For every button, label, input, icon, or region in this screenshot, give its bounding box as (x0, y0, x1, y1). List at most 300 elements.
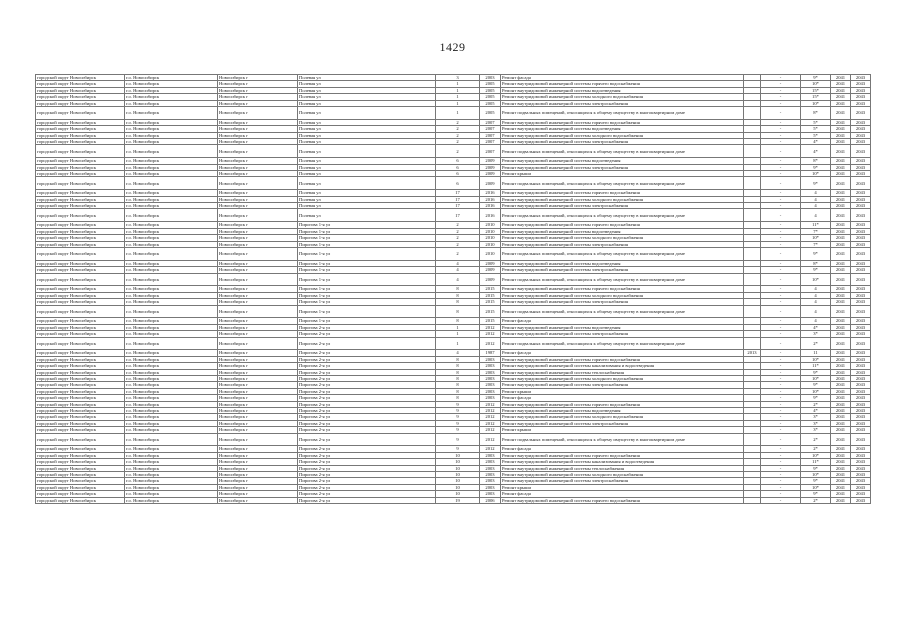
municipality-cell: г.о. Новосибирск (125, 408, 218, 414)
municipality-cell: г.о. Новосибирск (125, 177, 218, 190)
period-end-cell: 2043 (851, 420, 871, 426)
work-type-cell: Ремонт внутридомовой инженерной системы электроснабжения (501, 478, 744, 484)
period-end-cell: 2043 (851, 408, 871, 414)
work-type-cell: Ремонт внутридомовой инженерной системы водоотведения (501, 260, 744, 266)
house-number-cell: 10 (436, 472, 480, 478)
district-cell: городской округ Новосибирск (36, 267, 125, 273)
build-year-cell: 2009 (480, 164, 501, 170)
municipality-cell: г.о. Новосибирск (125, 203, 218, 209)
table-row (36, 337, 871, 350)
house-number-cell: 6 (436, 177, 480, 190)
municipality-cell: г.о. Новосибирск (125, 395, 218, 401)
mark-cell: - (761, 465, 801, 471)
house-number-cell: 4 (436, 350, 480, 356)
municipality-cell: г.о. Новосибирск (125, 420, 218, 426)
work-type-cell: Ремонт внутридомовой инженерной системы канализования и водоотведения (501, 363, 744, 369)
cost-cell: 10* (801, 484, 831, 490)
district-cell: городской округ Новосибирск (36, 497, 125, 503)
street-cell: Полевая ул (298, 171, 436, 177)
work-type-cell: Ремонт крыши (501, 427, 744, 433)
district-cell: городской округ Новосибирск (36, 75, 125, 81)
settlement-cell: Новосибирск г (218, 260, 298, 266)
build-year-cell: 2003 (480, 395, 501, 401)
build-year-cell: 2016 (480, 209, 501, 222)
mark-cell: - (761, 241, 801, 247)
district-cell: городской округ Новосибирск (36, 145, 125, 158)
district-cell: городской округ Новосибирск (36, 158, 125, 164)
work-type-cell: Ремонт крыши (501, 171, 744, 177)
mark-cell: - (761, 318, 801, 324)
house-number-cell: 9 (436, 414, 480, 420)
build-year-cell: 2005 (480, 107, 501, 120)
district-cell: городской округ Новосибирск (36, 203, 125, 209)
municipality-cell: г.о. Новосибирск (125, 292, 218, 298)
period-end-cell: 2043 (851, 382, 871, 388)
work-type-cell: Ремонт внутридомовой инженерной системы горячего водоснабжения (501, 452, 744, 458)
last-repair-year-cell (744, 433, 761, 446)
street-cell: Пирогова 2-я ул (298, 331, 436, 337)
work-type-cell: Ремонт внутридомовой инженерной системы горячего водоснабжения (501, 190, 744, 196)
work-type-cell: Ремонт внутридомовой инженерной системы теплоснабжения (501, 465, 744, 471)
cost-cell: 9* (801, 478, 831, 484)
period-end-cell: 2043 (851, 375, 871, 381)
period-start-cell: 2041 (831, 94, 851, 100)
period-start-cell: 2041 (831, 177, 851, 190)
build-year-cell: 2003 (480, 465, 501, 471)
house-number-cell: 8 (436, 292, 480, 298)
settlement-cell: Новосибирск г (218, 350, 298, 356)
municipality-cell: г.о. Новосибирск (125, 132, 218, 138)
period-start-cell: 2041 (831, 388, 851, 394)
settlement-cell: Новосибирск г (218, 126, 298, 132)
mark-cell: - (761, 126, 801, 132)
street-cell: Пирогова 1-я ул (298, 260, 436, 266)
street-cell: Полевая ул (298, 119, 436, 125)
mark-cell: - (761, 139, 801, 145)
work-type-cell: Ремонт крыши (501, 484, 744, 490)
build-year-cell: 2003 (480, 375, 501, 381)
settlement-cell: Новосибирск г (218, 164, 298, 170)
period-start-cell: 2041 (831, 299, 851, 305)
street-cell: Пирогова 2-я ул (298, 369, 436, 375)
period-start-cell: 2041 (831, 446, 851, 452)
settlement-cell: Новосибирск г (218, 145, 298, 158)
cost-cell: 10* (801, 388, 831, 394)
settlement-cell: Новосибирск г (218, 228, 298, 234)
period-end-cell: 2043 (851, 190, 871, 196)
municipality-cell: г.о. Новосибирск (125, 465, 218, 471)
settlement-cell: Новосибирск г (218, 459, 298, 465)
cost-cell: 2* (801, 401, 831, 407)
street-cell: Пирогова 2-я ул (298, 388, 436, 394)
municipality-cell: г.о. Новосибирск (125, 196, 218, 202)
build-year-cell: 2010 (480, 247, 501, 260)
street-cell: Пирогова 2-я ул (298, 324, 436, 330)
build-year-cell: 2010 (480, 222, 501, 228)
work-type-cell: Ремонт фасада (501, 446, 744, 452)
cost-cell: 3* (801, 414, 831, 420)
street-cell: Полевая ул (298, 203, 436, 209)
cost-cell: 10* (801, 171, 831, 177)
house-number-cell: 2 (436, 222, 480, 228)
mark-cell: - (761, 119, 801, 125)
street-cell: Пирогова 2-я ул (298, 472, 436, 478)
settlement-cell: Новосибирск г (218, 305, 298, 318)
mark-cell: - (761, 164, 801, 170)
mark-cell: - (761, 337, 801, 350)
period-start-cell: 2041 (831, 107, 851, 120)
settlement-cell: Новосибирск г (218, 107, 298, 120)
period-end-cell: 2043 (851, 369, 871, 375)
street-cell: Пирогова 2-я ул (298, 408, 436, 414)
settlement-cell: Новосибирск г (218, 292, 298, 298)
period-end-cell: 2043 (851, 305, 871, 318)
period-start-cell: 2041 (831, 203, 851, 209)
mark-cell: - (761, 158, 801, 164)
settlement-cell: Новосибирск г (218, 491, 298, 497)
mark-cell: - (761, 484, 801, 490)
house-number-cell: 2 (436, 119, 480, 125)
municipality-cell: г.о. Новосибирск (125, 222, 218, 228)
period-end-cell: 2043 (851, 273, 871, 286)
cost-cell: 4 (801, 209, 831, 222)
mark-cell: - (761, 331, 801, 337)
house-number-cell: 1 (436, 324, 480, 330)
work-type-cell: Ремонт крыши (501, 388, 744, 394)
district-cell: городской округ Новосибирск (36, 100, 125, 106)
period-start-cell: 2041 (831, 465, 851, 471)
mark-cell: - (761, 420, 801, 426)
house-number-cell: 2 (436, 228, 480, 234)
district-cell: городской округ Новосибирск (36, 382, 125, 388)
settlement-cell: Новосибирск г (218, 375, 298, 381)
district-cell: городской округ Новосибирск (36, 408, 125, 414)
district-cell: городской округ Новосибирск (36, 484, 125, 490)
street-cell: Пирогова 1-я ул (298, 305, 436, 318)
table-row (36, 433, 871, 446)
cost-cell: 5* (801, 119, 831, 125)
cost-cell: 5* (801, 126, 831, 132)
house-number-cell: 17 (436, 203, 480, 209)
street-cell: Пирогова 2-я ул (298, 491, 436, 497)
period-end-cell: 2043 (851, 228, 871, 234)
cost-cell: 4* (801, 145, 831, 158)
build-year-cell: 2012 (480, 401, 501, 407)
district-cell: городской округ Новосибирск (36, 247, 125, 260)
page-number: 1429 (439, 40, 466, 54)
house-number-cell: 10 (436, 465, 480, 471)
street-cell: Пирогова 2-я ул (298, 478, 436, 484)
period-end-cell: 2043 (851, 388, 871, 394)
work-type-cell: Ремонт внутридомовой инженерной системы холодного водоснабжения (501, 414, 744, 420)
period-end-cell: 2043 (851, 299, 871, 305)
mark-cell: - (761, 491, 801, 497)
mark-cell: - (761, 472, 801, 478)
settlement-cell: Новосибирск г (218, 241, 298, 247)
work-type-cell: Ремонт внутридомовой инженерной системы горячего водоснабжения (501, 222, 744, 228)
municipality-cell: г.о. Новосибирск (125, 273, 218, 286)
settlement-cell: Новосибирск г (218, 337, 298, 350)
period-start-cell: 2041 (831, 126, 851, 132)
table-row (36, 177, 871, 190)
cost-cell: 4 (801, 190, 831, 196)
mark-cell: - (761, 363, 801, 369)
period-end-cell: 2043 (851, 87, 871, 93)
settlement-cell: Новосибирск г (218, 235, 298, 241)
district-cell: городской округ Новосибирск (36, 139, 125, 145)
settlement-cell: Новосибирск г (218, 267, 298, 273)
period-start-cell: 2041 (831, 100, 851, 106)
settlement-cell: Новосибирск г (218, 369, 298, 375)
street-cell: Пирогова 2-я ул (298, 465, 436, 471)
cost-cell: 2* (801, 433, 831, 446)
street-cell: Пирогова 1-я ул (298, 247, 436, 260)
work-type-cell: Ремонт внутридомовой инженерной системы горячего водоснабжения (501, 119, 744, 125)
house-number-cell: 2 (436, 235, 480, 241)
house-number-cell: 8 (436, 356, 480, 362)
mark-cell: - (761, 267, 801, 273)
period-end-cell: 2043 (851, 318, 871, 324)
period-end-cell: 2043 (851, 196, 871, 202)
cost-cell: 15* (801, 94, 831, 100)
period-start-cell: 2041 (831, 356, 851, 362)
district-cell: городской округ Новосибирск (36, 331, 125, 337)
work-type-cell: Ремонт фасада (501, 395, 744, 401)
period-end-cell: 2043 (851, 75, 871, 81)
build-year-cell: 2012 (480, 427, 501, 433)
build-year-cell: 2007 (480, 132, 501, 138)
work-type-cell: Ремонт внутридомовой инженерной системы теплоснабжения (501, 369, 744, 375)
municipality-cell: г.о. Новосибирск (125, 318, 218, 324)
house-number-cell: 1 (436, 100, 480, 106)
build-year-cell: 2012 (480, 446, 501, 452)
build-year-cell: 2005 (480, 87, 501, 93)
build-year-cell: 2003 (480, 369, 501, 375)
period-end-cell: 2043 (851, 177, 871, 190)
table-row (36, 497, 871, 503)
build-year-cell: 2012 (480, 408, 501, 414)
work-type-cell: Ремонт внутридомовой инженерной системы холодного водоснабжения (501, 375, 744, 381)
district-cell: городской округ Новосибирск (36, 87, 125, 93)
house-number-cell: 17 (436, 209, 480, 222)
municipality-cell: г.о. Новосибирск (125, 107, 218, 120)
period-start-cell: 2041 (831, 132, 851, 138)
build-year-cell: 2003 (480, 491, 501, 497)
house-number-cell: 1 (436, 94, 480, 100)
settlement-cell: Новосибирск г (218, 433, 298, 446)
house-number-cell: 9 (436, 433, 480, 446)
municipality-cell: г.о. Новосибирск (125, 286, 218, 292)
period-end-cell: 2043 (851, 81, 871, 87)
street-cell: Полевая ул (298, 126, 436, 132)
cost-cell: 4 (801, 196, 831, 202)
mark-cell: - (761, 478, 801, 484)
mark-cell: - (761, 459, 801, 465)
cost-cell: 9* (801, 382, 831, 388)
house-number-cell: 1 (436, 81, 480, 87)
municipality-cell: г.о. Новосибирск (125, 171, 218, 177)
settlement-cell: Новосибирск г (218, 75, 298, 81)
work-type-cell: Ремонт фасада (501, 318, 744, 324)
cost-cell: 4 (801, 305, 831, 318)
period-end-cell: 2043 (851, 452, 871, 458)
period-start-cell: 2041 (831, 452, 851, 458)
work-type-cell: Ремонт внутридомовой инженерной системы холодного водоснабжения (501, 196, 744, 202)
municipality-cell: г.о. Новосибирск (125, 414, 218, 420)
municipality-cell: г.о. Новосибирск (125, 119, 218, 125)
municipality-cell: г.о. Новосибирск (125, 363, 218, 369)
cost-cell: 11* (801, 363, 831, 369)
settlement-cell: Новосибирск г (218, 177, 298, 190)
house-number-cell: 6 (436, 171, 480, 177)
mark-cell: - (761, 375, 801, 381)
period-start-cell: 2041 (831, 433, 851, 446)
cost-cell: 9* (801, 465, 831, 471)
house-number-cell: 8 (436, 369, 480, 375)
period-end-cell: 2043 (851, 94, 871, 100)
district-cell: городской округ Новосибирск (36, 305, 125, 318)
settlement-cell: Новосибирск г (218, 324, 298, 330)
period-end-cell: 2043 (851, 331, 871, 337)
period-end-cell: 2043 (851, 414, 871, 420)
table-row (36, 305, 871, 318)
work-type-cell: Ремонт внутридомовой инженерной системы электроснабжения (501, 203, 744, 209)
work-type-cell: Ремонт подвальных помещений, относящихся к общему имуществу в многоквартирном доме (501, 433, 744, 446)
house-number-cell: 8 (436, 299, 480, 305)
settlement-cell: Новосибирск г (218, 94, 298, 100)
street-cell: Пирогова 1-я ул (298, 273, 436, 286)
street-cell: Пирогова 2-я ул (298, 350, 436, 356)
house-number-cell: 8 (436, 286, 480, 292)
work-type-cell: Ремонт внутридомовой инженерной системы водоотведения (501, 324, 744, 330)
period-end-cell: 2043 (851, 465, 871, 471)
municipality-cell: г.о. Новосибирск (125, 235, 218, 241)
cost-cell: 9* (801, 395, 831, 401)
period-start-cell: 2041 (831, 228, 851, 234)
district-cell: городской округ Новосибирск (36, 209, 125, 222)
street-cell: Полевая ул (298, 177, 436, 190)
district-cell: городской округ Новосибирск (36, 260, 125, 266)
street-cell: Пирогова 2-я ул (298, 337, 436, 350)
district-cell: городской округ Новосибирск (36, 292, 125, 298)
period-start-cell: 2041 (831, 286, 851, 292)
municipality-cell: г.о. Новосибирск (125, 452, 218, 458)
mark-cell: - (761, 145, 801, 158)
work-type-cell: Ремонт подвальных помещений, относящихся к общему имуществу в многоквартирном доме (501, 145, 744, 158)
house-number-cell: 1 (436, 331, 480, 337)
mark-cell: - (761, 222, 801, 228)
build-year-cell: 2003 (480, 382, 501, 388)
period-start-cell: 2041 (831, 318, 851, 324)
period-end-cell: 2043 (851, 427, 871, 433)
mark-cell: - (761, 94, 801, 100)
period-start-cell: 2041 (831, 171, 851, 177)
street-cell: Полевая ул (298, 139, 436, 145)
house-number-cell: 6 (436, 164, 480, 170)
mark-cell: - (761, 132, 801, 138)
street-cell: Пирогова 2-я ул (298, 395, 436, 401)
street-cell: Полевая ул (298, 196, 436, 202)
street-cell: Пирогова 2-я ул (298, 382, 436, 388)
house-number-cell: 1 (436, 337, 480, 350)
build-year-cell: 2010 (480, 228, 501, 234)
period-start-cell: 2041 (831, 459, 851, 465)
period-start-cell: 2041 (831, 375, 851, 381)
district-cell: городской округ Новосибирск (36, 107, 125, 120)
cost-cell: 10* (801, 452, 831, 458)
settlement-cell: Новосибирск г (218, 446, 298, 452)
district-cell: городской округ Новосибирск (36, 491, 125, 497)
street-cell: Полевая ул (298, 145, 436, 158)
mark-cell: - (761, 299, 801, 305)
street-cell: Полевая ул (298, 94, 436, 100)
street-cell: Пирогова 2-я ул (298, 484, 436, 490)
period-end-cell: 2043 (851, 100, 871, 106)
work-type-cell: Ремонт внутридомовой инженерной системы горячего водоснабжения (501, 81, 744, 87)
street-cell: Пирогова 2-я ул (298, 414, 436, 420)
district-cell: городской округ Новосибирск (36, 318, 125, 324)
cost-cell: 9* (801, 164, 831, 170)
street-cell: Полевая ул (298, 87, 436, 93)
build-year-cell: 2007 (480, 119, 501, 125)
municipality-cell: г.о. Новосибирск (125, 497, 218, 503)
period-start-cell: 2041 (831, 87, 851, 93)
cost-cell: 11* (801, 222, 831, 228)
street-cell: Полевая ул (298, 190, 436, 196)
house-number-cell: 2 (436, 145, 480, 158)
last-repair-year-cell (744, 209, 761, 222)
district-cell: городской округ Новосибирск (36, 395, 125, 401)
cost-cell: 2* (801, 446, 831, 452)
settlement-cell: Новосибирск г (218, 465, 298, 471)
municipality-cell: г.о. Новосибирск (125, 260, 218, 266)
build-year-cell: 2015 (480, 318, 501, 324)
mark-cell: - (761, 171, 801, 177)
municipality-cell: г.о. Новосибирск (125, 241, 218, 247)
street-cell: Пирогова 2-я ул (298, 459, 436, 465)
municipality-cell: г.о. Новосибирск (125, 228, 218, 234)
settlement-cell: Новосибирск г (218, 196, 298, 202)
street-cell: Пирогова 2-я ул (298, 497, 436, 503)
settlement-cell: Новосибирск г (218, 452, 298, 458)
municipality-cell: г.о. Новосибирск (125, 401, 218, 407)
house-number-cell: 8 (436, 363, 480, 369)
house-number-cell: 10 (436, 478, 480, 484)
house-number-cell: 1 (436, 107, 480, 120)
municipality-cell: г.о. Новосибирск (125, 126, 218, 132)
mark-cell: - (761, 190, 801, 196)
cost-cell: 11 (801, 350, 831, 356)
period-start-cell: 2041 (831, 164, 851, 170)
period-end-cell: 2043 (851, 267, 871, 273)
street-cell: Пирогова 2-я ул (298, 375, 436, 381)
cost-cell: 4 (801, 318, 831, 324)
build-year-cell: 2003 (480, 75, 501, 81)
build-year-cell: 2012 (480, 433, 501, 446)
mark-cell: - (761, 452, 801, 458)
period-start-cell: 2041 (831, 382, 851, 388)
settlement-cell: Новосибирск г (218, 388, 298, 394)
district-cell: городской округ Новосибирск (36, 132, 125, 138)
cost-cell: 7* (801, 228, 831, 234)
house-number-cell: 9 (436, 446, 480, 452)
mark-cell: - (761, 324, 801, 330)
build-year-cell: 1987 (480, 350, 501, 356)
cost-cell: 10* (801, 235, 831, 241)
house-number-cell: 3 (436, 75, 480, 81)
mark-cell: - (761, 228, 801, 234)
period-start-cell: 2041 (831, 408, 851, 414)
